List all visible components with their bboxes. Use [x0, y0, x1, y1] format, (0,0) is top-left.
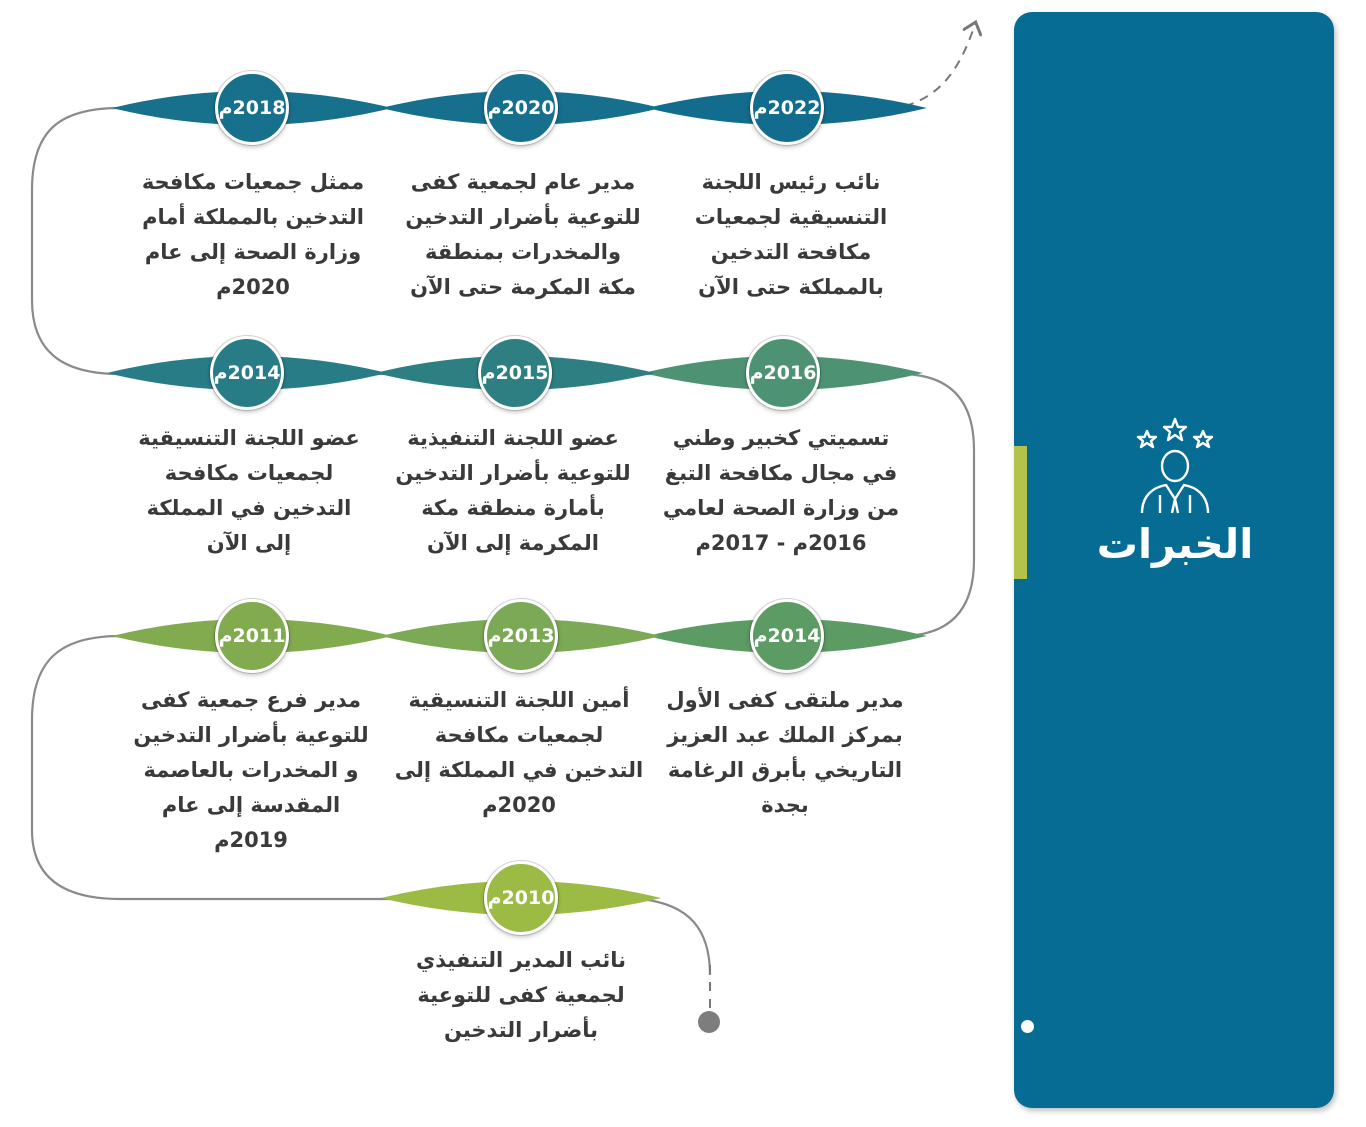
experience-description: نائب المدير التنفيذي لجمعية كفى للتوعية بأضرار التدخين	[415, 948, 627, 1042]
year-badge-2022: 2022م	[750, 71, 824, 145]
year-badge-2011: 2011م	[215, 599, 289, 673]
experience-description: أمين اللجنة التنسيقية لجمعيات مكافحة التدخين في المملكة إلى 2020م	[394, 688, 644, 817]
panel-accent-bar	[1014, 446, 1027, 579]
experience-description: تسميتي كخبير وطني في مجال مكافحة التبغ من وزارة الصحة لعامي 2016م - 2017م	[662, 426, 900, 555]
experience-description: نائب رئيس اللجنة التنسيقية لجمعيات مكافحة التدخين بالمملكة حتى الآن	[694, 170, 888, 299]
experience-description: عضو اللجنة التنسيقية لجمعيات مكافحة التدخين في المملكة إلى الآن	[138, 426, 360, 555]
year-badge-2020: 2020م	[484, 71, 558, 145]
experience-description: مدير ملتقى كفى الأول بمركز الملك عبد العزيز التاريخي بأبرق الرغامة بجدة	[666, 688, 904, 817]
year-badge-2014-forum: 2014م	[750, 599, 824, 673]
panel-title: الخبرات	[1096, 520, 1254, 568]
year-badge-2018: 2018م	[215, 71, 289, 145]
experience-description: ممثل جمعيات مكافحة التدخين بالمملكة أمام وزارة الصحة إلى عام 2020م	[141, 170, 365, 299]
year-badge-2015: 2015م	[478, 336, 552, 410]
year-badge-2014: 2014م	[210, 336, 284, 410]
experience-description: مدير عام لجمعية كفى للتوعية بأضرار التدخين والمخدرات بمنطقة مكة المكرمة حتى الآن	[405, 170, 641, 299]
year-badge-2016: 2016م	[746, 336, 820, 410]
year-badge-2010: 2010م	[484, 861, 558, 935]
year-badge-2013: 2013م	[484, 599, 558, 673]
panel-dot	[1021, 1020, 1034, 1033]
experience-description: مدير فرع جمعية كفى للتوعية بأضرار التدخين و المخدرات بالعاصمة المقدسة إلى عام 2019م	[133, 688, 369, 852]
experience-description: عضو اللجنة التنفيذية للتوعية بأضرار التدخين بأمارة منطقة مكة المكرمة إلى الآن	[395, 426, 631, 555]
expert-person-stars-icon	[1132, 415, 1218, 521]
